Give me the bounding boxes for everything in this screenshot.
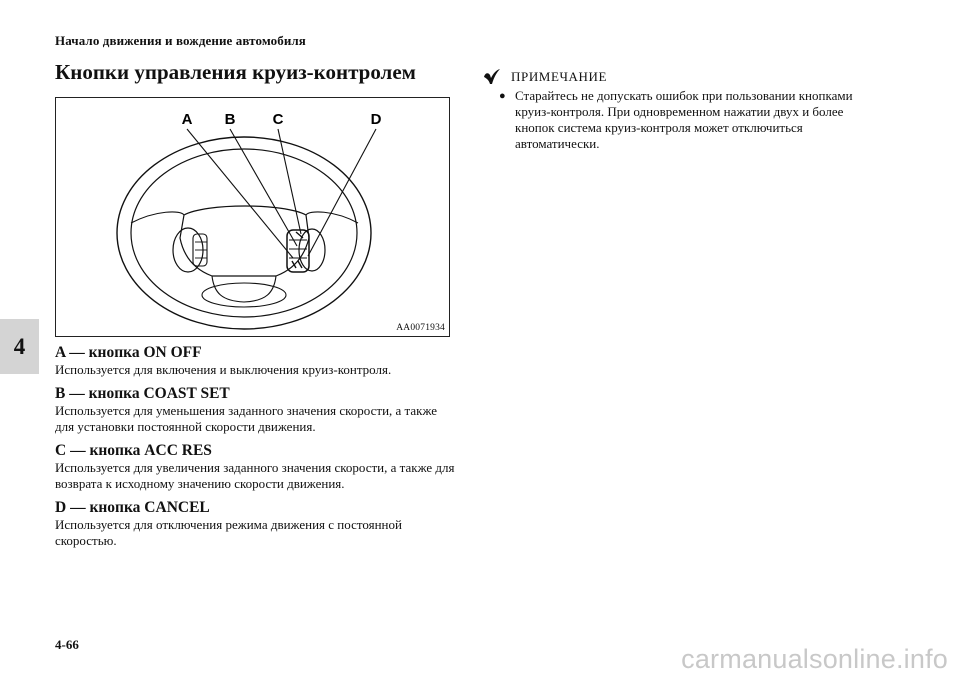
figure-label-b: B: [224, 111, 236, 128]
watermark: carmanualsonline.info: [681, 644, 948, 674]
description-title: A — кнопка ON OFF: [55, 344, 202, 361]
figure-label-d: D: [370, 111, 382, 128]
description-title: D — кнопка CANCEL: [55, 499, 210, 516]
note-header: [483, 69, 883, 85]
description-text: Используется для отключения режима движения с постоянной скоростью.: [55, 517, 402, 548]
steering-wheel-illustration: [56, 98, 451, 338]
note-list-item: [483, 88, 883, 152]
description-text: Используется для увеличения заданного значения скорости, а также для возврата к исходному значению скорости движения.: [55, 460, 455, 491]
figure-label-c: C: [272, 111, 284, 128]
note-text: Старайтесь не допускать ошибок при пользовании кнопками круиз-контроля. При одновременном нажатии двух и более кнопок система круиз-контроля может отключиться автоматически.: [515, 88, 853, 151]
button-descriptions: [55, 344, 455, 556]
description-text: Используется для включения и выключения круиз-контроля.: [55, 362, 392, 377]
description-text: Используется для уменьшения заданного значения скорости, а также для установки постоянной скорости движения.: [55, 403, 438, 434]
description-item: [55, 344, 455, 378]
note-label: ПРИМЕЧАНИЕ: [511, 69, 608, 84]
description-item: [55, 385, 455, 435]
steering-wheel-figure: [55, 97, 450, 337]
page-number: 4-66: [55, 637, 79, 652]
page-title: Кнопки управления круиз-контролем: [55, 60, 416, 84]
note-block: [483, 69, 883, 152]
figure-label-a: A: [181, 111, 193, 128]
description-title: B — кнопка COAST SET: [55, 385, 230, 402]
chapter-tab: 4: [0, 319, 39, 374]
note-check-icon: [483, 69, 501, 85]
figure-code: AA0071934: [396, 323, 445, 333]
description-item: [55, 499, 455, 549]
description-title: C — кнопка ACC RES: [55, 442, 212, 459]
running-head: Начало движения и вождение автомобиля: [55, 33, 306, 48]
bullet-icon: ●: [499, 90, 506, 102]
description-item: [55, 442, 455, 492]
